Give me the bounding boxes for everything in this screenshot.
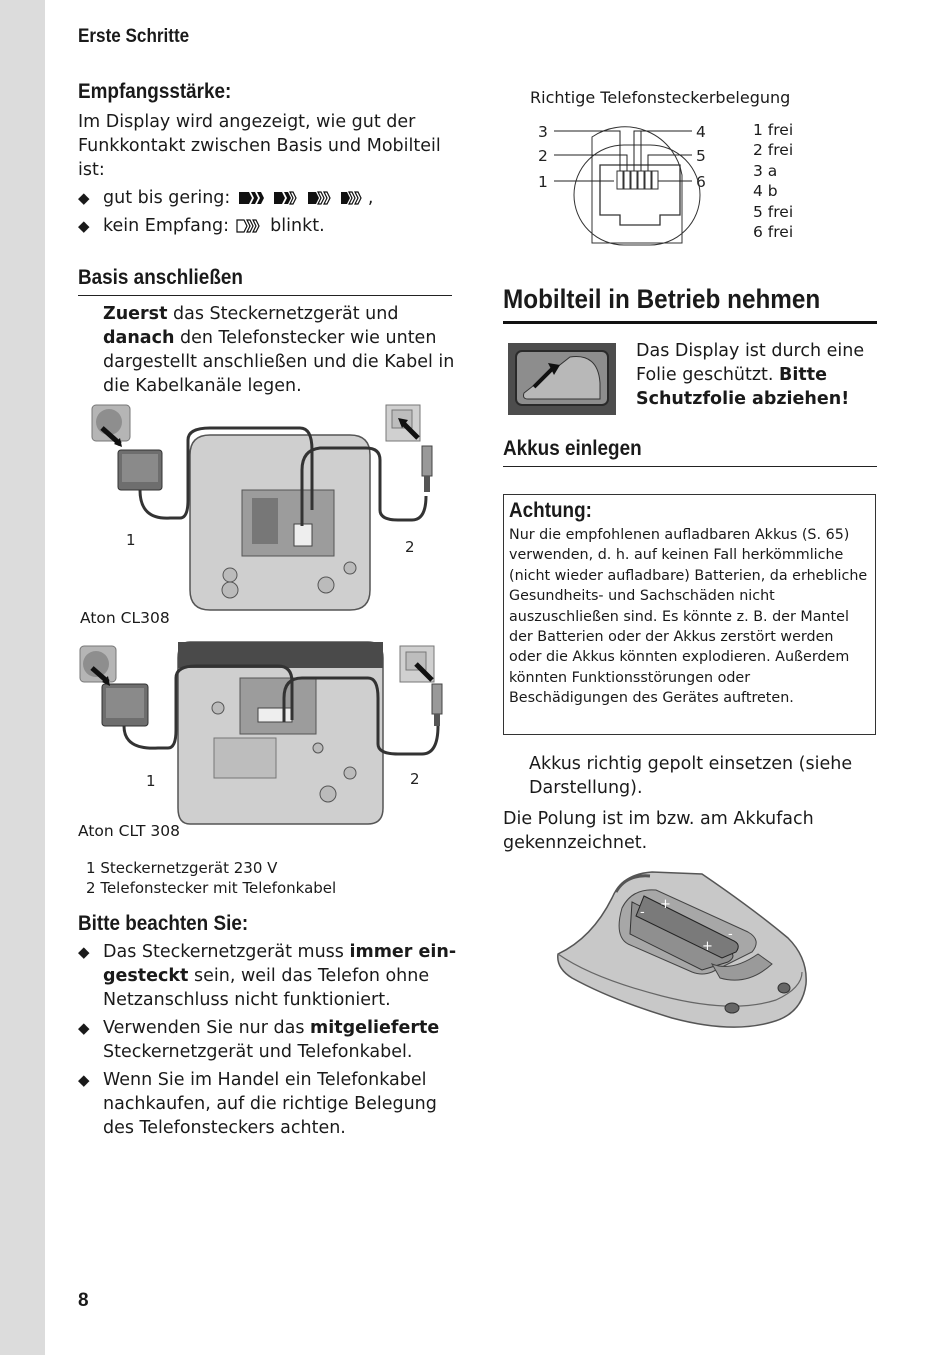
heading-beachten: Bitte beachten Sie: xyxy=(78,912,249,935)
rule-basis xyxy=(78,295,452,296)
svg-text:2: 2 xyxy=(538,147,548,165)
svg-text:4: 4 xyxy=(696,123,706,141)
plug-title: Richtige Telefonsteckerbelegung xyxy=(530,88,791,107)
rule-akkus xyxy=(503,466,877,467)
fig2-label-2: 2 xyxy=(410,770,420,788)
heading-mobilteil: Mobilteil in Betrieb nehmen xyxy=(503,284,821,314)
battery-plus-1: + xyxy=(660,897,671,912)
signal-list xyxy=(78,186,458,242)
battery-minus-2: - xyxy=(728,927,733,942)
heading-signal: Empfangsstärke: xyxy=(78,80,232,103)
signal-bullet-good: ◆ gut bis gering: , xyxy=(78,188,374,208)
beachten-list xyxy=(78,940,458,1144)
mobil-text: Das Display ist durch eine Folie geschützt. Bitte Schutzfolie abziehen! xyxy=(636,341,865,409)
fig2-caption: Aton CLT 308 xyxy=(78,822,180,840)
basis-text: Zuerst das Steckernetzgerät und danach den Telefonstecker wie unten dargestellt anschließen und die Kabel in die Kabelkanäle legen. xyxy=(103,304,455,396)
beachten-item-3: ◆ Wenn Sie im Handel ein Telefonkabel nachkaufen, auf die richtige Belegung des Telefonsteckers achten. xyxy=(78,1070,437,1138)
svg-text:5: 5 xyxy=(696,147,706,165)
base-connection-figure-clt308 xyxy=(78,638,458,828)
fig2-label-1: 1 xyxy=(146,772,156,790)
battery-minus-1: - xyxy=(640,905,645,920)
no-signal-icon xyxy=(235,218,265,234)
base-connection-figure-cl308 xyxy=(80,400,460,615)
fig1-label-1: 1 xyxy=(126,531,136,549)
beachten-item-1: ◆ Das Steckernetzgerät muss immer eingesteckt sein, weil das Telefon ohne Netzanschluss nicht funktioniert. xyxy=(78,942,457,1010)
legend-item-2: 2 Telefonstecker mit Telefonkabel xyxy=(86,879,337,897)
diamond-bullet-icon: ◆ xyxy=(78,217,90,235)
diamond-bullet-icon: ◆ xyxy=(78,1019,90,1037)
section-header: Erste Schritte xyxy=(78,26,190,47)
heading-basis: Basis anschließen xyxy=(78,266,243,289)
diamond-bullet-icon: ◆ xyxy=(78,1071,90,1089)
diamond-bullet-icon: ◆ xyxy=(78,189,90,207)
fig1-caption: Aton CL308 xyxy=(80,609,170,627)
diamond-bullet-icon: ◆ xyxy=(78,943,90,961)
warning-box xyxy=(503,494,876,735)
beachten-item-2: ◆ Verwenden Sie nur das mitgelieferte Steckernetzgerät und Telefonkabel. xyxy=(78,1018,440,1062)
legend-item-1: 1 Steckernetzgerät 230 V xyxy=(86,859,278,877)
signal-strength-icons xyxy=(236,190,368,206)
warning-text: Nur die empfohlenen aufladbaren Akkus (S. 65) verwenden, d. h. auf keinen Fall herkömmliche (nicht wieder aufladbare) Batterien, da erhebliche Gesundheits- und Sachschäden nicht auszuschließen sind. Es könnte z. B. der Mantel der Batterien oder der Akkus zerstört werden oder die Akkus könnten explodieren. Außerdem könnten Funktionsstörungen oder Beschädigungen des Gerätes auftreten. xyxy=(509,527,868,707)
page-margin-strip xyxy=(0,0,45,1355)
akkus-step: Akkus richtig gepolt einsetzen (siehe Darstellung). xyxy=(529,754,853,798)
fig1-label-2: 2 xyxy=(405,538,415,556)
phone-plug-diagram xyxy=(530,115,745,250)
heading-akkus: Akkus einlegen xyxy=(503,437,642,460)
rule-mobilteil xyxy=(503,321,877,324)
svg-text:6: 6 xyxy=(696,173,706,191)
akkus-note: Die Polung ist im bzw. am Akkufach gekennzeichnet. xyxy=(503,809,814,853)
warning-title: Achtung: xyxy=(509,499,592,522)
signal-bullet-none: ◆ kein Empfang: blinkt. xyxy=(78,216,325,236)
battery-compartment-figure xyxy=(552,868,812,1038)
page-number: 8 xyxy=(78,1290,89,1311)
svg-text:1: 1 xyxy=(538,173,548,191)
display-foil-icon xyxy=(508,343,616,415)
plug-pin-list: 1 frei 2 frei 3 a 4 b 5 frei 6 frei xyxy=(753,121,794,242)
svg-text:3: 3 xyxy=(538,123,548,141)
signal-text: Im Display wird angezeigt, wie gut der Funkkontakt zwischen Basis und Mobilteil ist: xyxy=(78,112,441,180)
battery-plus-2: + xyxy=(702,939,713,954)
